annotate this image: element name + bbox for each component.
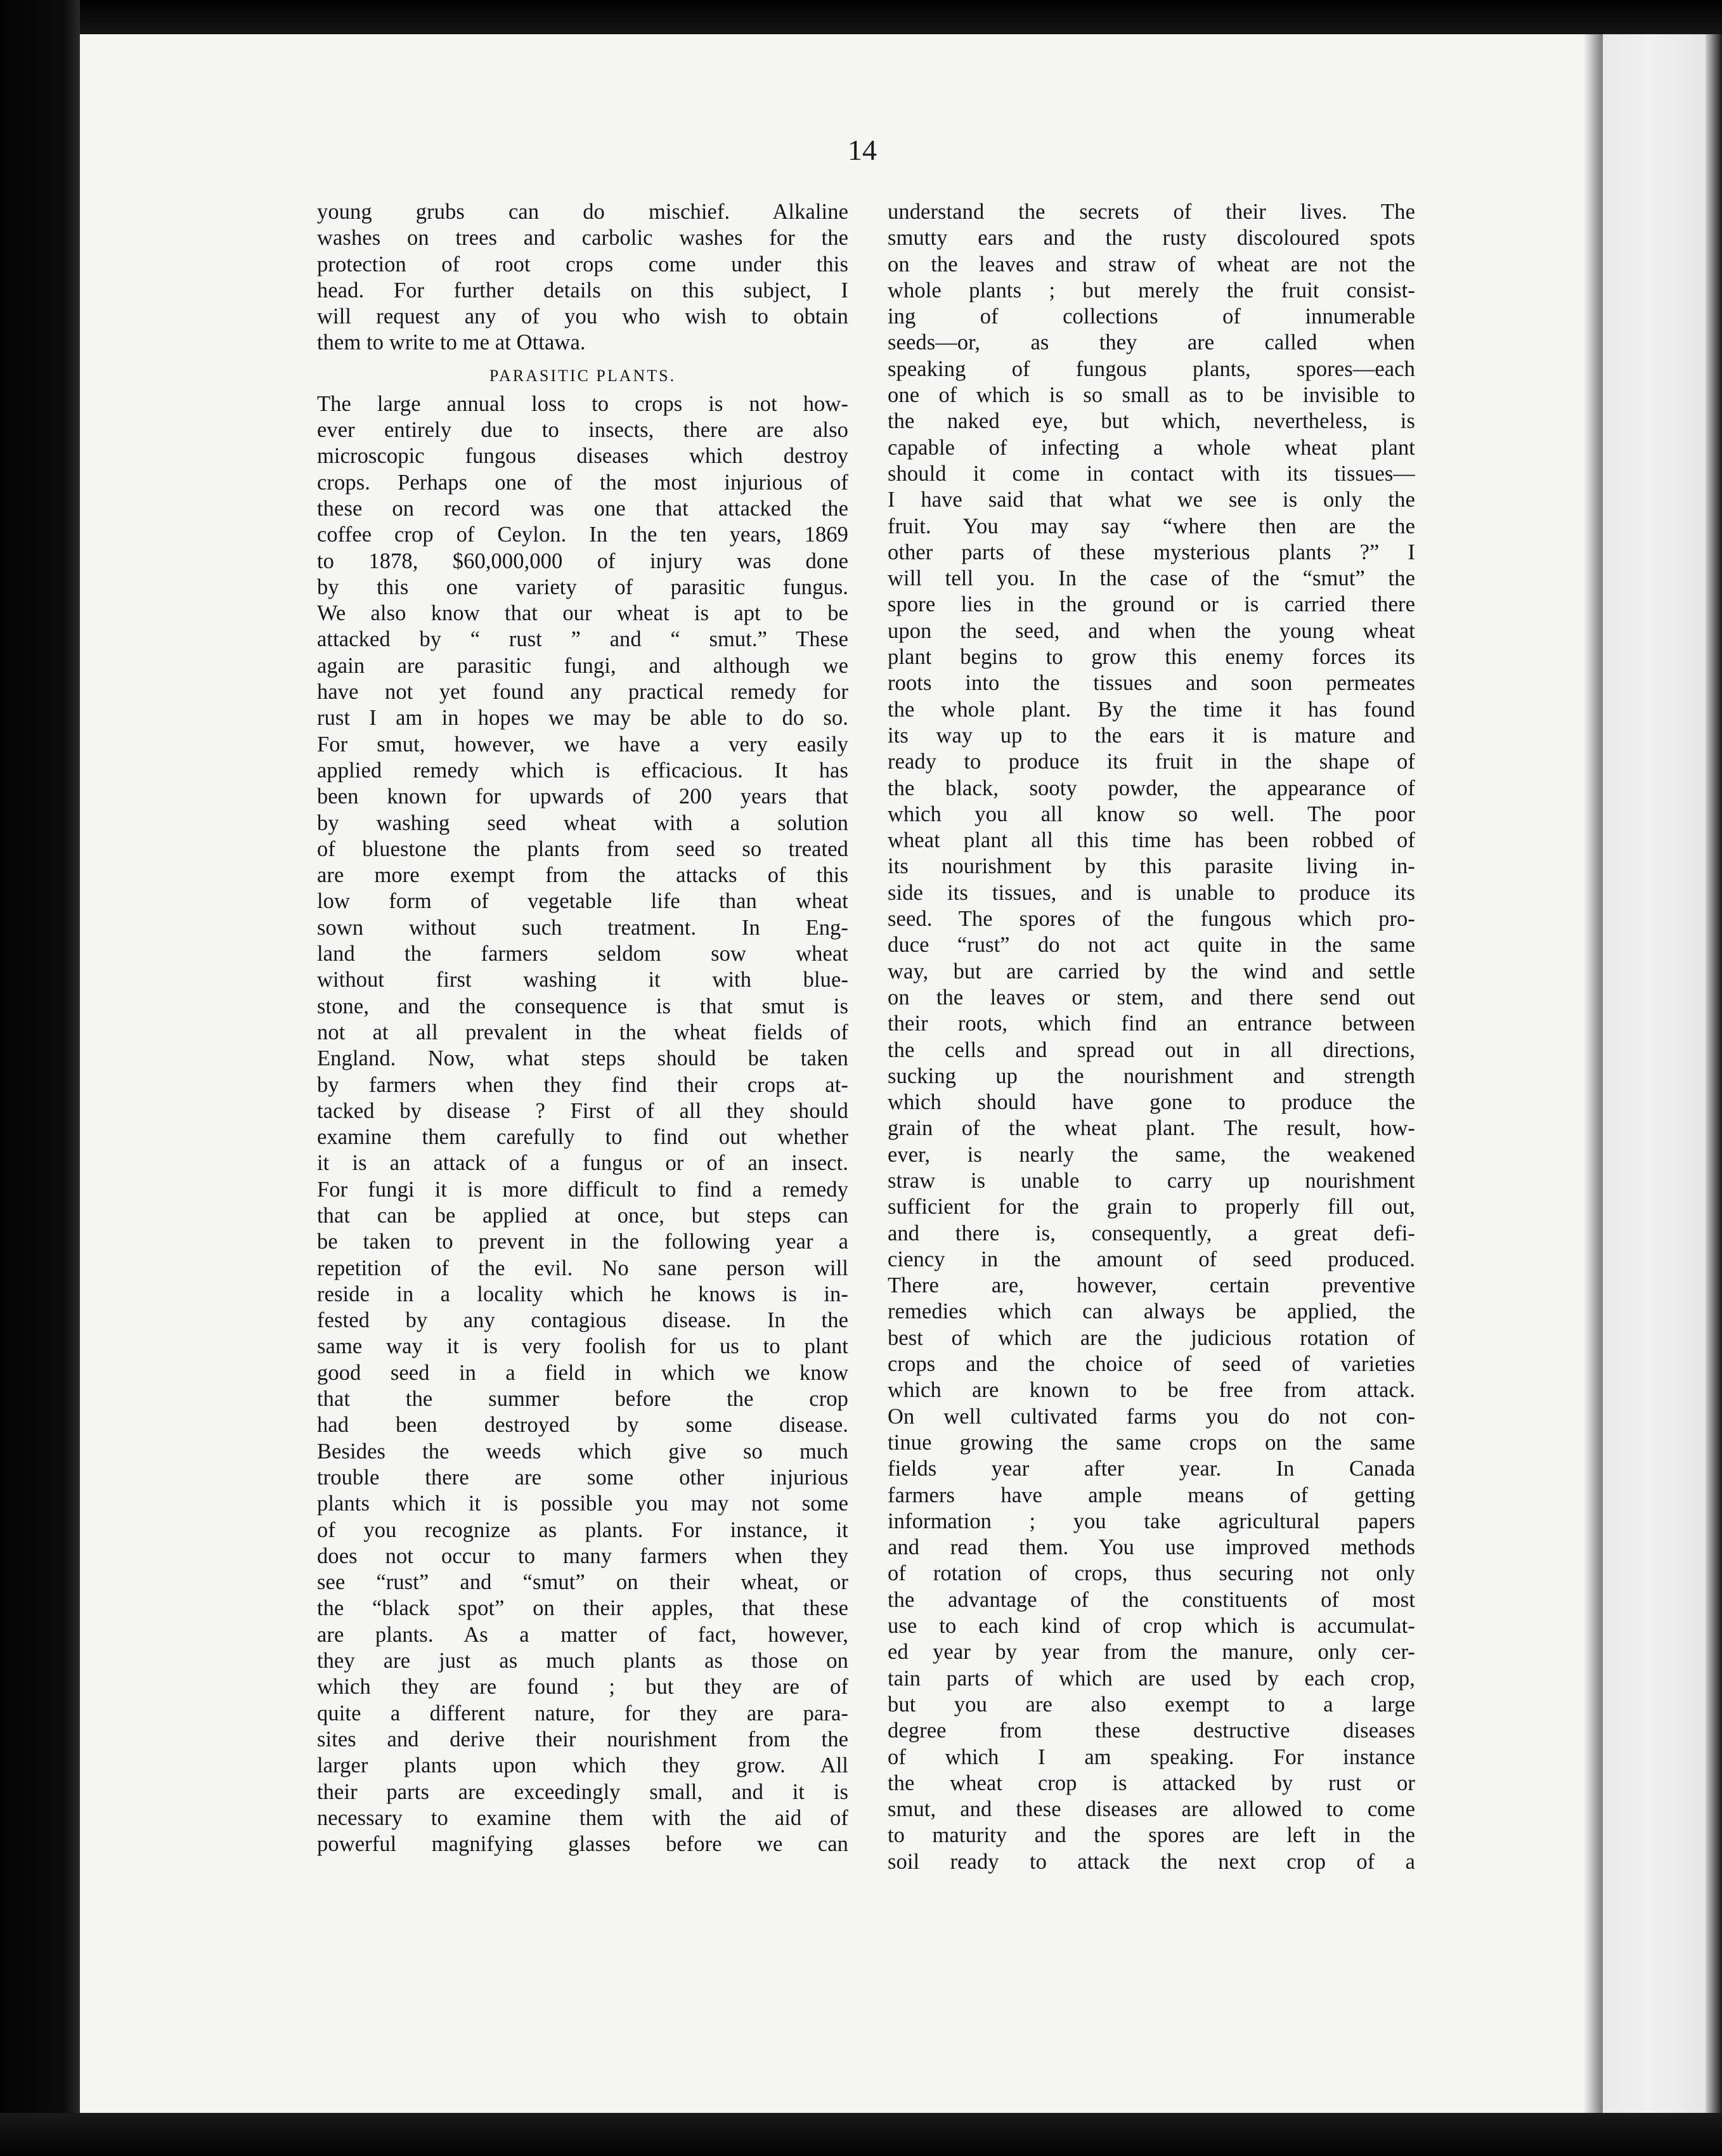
right-column [888,199,1415,1875]
text-line: the cells and spread out in all directions, [888,1037,1415,1062]
text-line: ready to produce its fruit in the shape of [888,750,1415,774]
text-line: the advantage of the constituents of most [888,1587,1415,1612]
text-line: England. Now, what steps should be taken [317,1046,848,1071]
text-line: ciency in the amount of seed produced. [888,1247,1415,1271]
text-line: sucking up the nourishment and strength [888,1063,1415,1088]
text-line: ever entirely due to insects, there are also [317,418,848,443]
text-line: On well cultivated farms you do not con- [888,1404,1415,1429]
page-number: 14 [848,134,877,166]
facing-page-border [1706,34,1722,2113]
text-line: farmers have ample means of getting [888,1483,1415,1507]
text-line: which are known to be free from attack. [888,1378,1415,1403]
text-line: washes on trees and carbolic washes for the [317,226,848,250]
text-line: For fungi it is more difficult to find a remedy [317,1177,848,1202]
text-line: they are just as much plants as those on [317,1649,848,1673]
text-line: and read them. You use improved methods [888,1535,1415,1560]
text-line: wheat plant all this time has been robbed of [888,828,1415,853]
text-line: of bluestone the plants from seed so treated [317,836,848,861]
text-line: the wheat crop is attacked by rust or [888,1770,1415,1795]
text-line: without first washing it with blue- [317,968,848,992]
text-line: understand the secrets of their lives. The [888,200,1415,224]
text-line: which you all know so well. The poor [888,802,1415,826]
text-line: to 1878, $60,000,000 of injury was done [317,549,848,573]
text-line: other parts of these mysterious plants ?” I [888,540,1415,564]
text-line: tacked by disease ? First of all they should [317,1098,848,1123]
text-line: We also know that our wheat is apt to be [317,601,848,626]
text-line: by washing seed wheat with a solution [317,810,848,835]
text-line: repetition of the evil. No sane person will [317,1256,848,1280]
text-line: applied remedy which is efficacious. It has [317,758,848,783]
text-line: the whole plant. By the time it has found [888,697,1415,722]
paragraph-intro [317,199,848,356]
text-line: low form of vegetable life than wheat [317,889,848,914]
text-line: the “black spot” on their apples, that these [317,1596,848,1621]
text-line: larger plants upon which they grow. All [317,1753,848,1778]
text-line: young grubs can do mischief. Alkaline [317,200,848,224]
section-heading: PARASITIC PLANTS. [489,366,676,385]
text-line: see “rust” and “smut” on their wheat, or [317,1570,848,1595]
facing-page-edge [1603,34,1722,2113]
text-line: which should have gone to produce the [888,1090,1415,1115]
text-line: that can be applied at once, but steps can [317,1203,848,1228]
text-line: the naked eye, but which, nevertheless, is [888,409,1415,434]
text-line: fruit. You may say “where then are the [888,514,1415,538]
text-line: crops and the choice of seed of varieties [888,1352,1415,1377]
text-line: will request any of you who wish to obtain [317,304,848,329]
text-line: its way up to the ears it is mature and [888,723,1415,748]
text-line: one of which is so small as to be invisible to [888,383,1415,408]
text-line: them to write to me at Ottawa. [317,330,586,355]
text-line: the black, sooty powder, the appearance of [888,776,1415,800]
text-line: of which I am speaking. For instance [888,1744,1415,1769]
text-line: had been destroyed by some disease. [317,1413,848,1438]
text-line: grain of the wheat plant. The result, how- [888,1116,1415,1141]
text-line: not at all prevalent in the wheat fields of [317,1020,848,1044]
scan-border-left [0,0,80,2156]
text-line: attacked by “ rust ” and “ smut.” These [317,627,848,652]
text-line: smut, and these diseases are allowed to come [888,1797,1415,1822]
text-line: their roots, which find an entrance between [888,1011,1415,1036]
text-line: protection of root crops come under this [317,252,848,276]
text-line: side its tissues, and is unable to produce its [888,880,1415,905]
scan-border-bottom [0,2113,1722,2156]
text-line: straw is unable to carry up nourishment [888,1168,1415,1193]
text-line: sown without such treatment. In Eng- [317,915,848,940]
text-line: whole plants ; but merely the fruit consist- [888,278,1415,302]
text-line: coffee crop of Ceylon. In the ten years, 1869 [317,523,848,547]
text-line: these on record was one that attacked the [317,496,848,521]
text-line: its nourishment by this parasite living in- [888,854,1415,879]
text-line: have not yet found any practical remedy for [317,680,848,705]
text-line: seeds—or, as they are called when [888,330,1415,355]
text-line: good seed in a field in which we know [317,1360,848,1385]
text-line: speaking of fungous plants, spores—each [888,356,1415,381]
text-line: soil ready to attack the next crop of a [888,1849,1415,1874]
text-line: head. For further details on this subject, I [317,278,848,302]
text-line: again are parasitic fungi, and although we [317,653,848,678]
text-line: powerful magnifying glasses before we can [317,1832,848,1857]
text-line: it is an attack of a fungus or of an insect. [317,1151,848,1176]
text-line: Besides the weeds which give so much [317,1439,848,1464]
text-line: should it come in contact with its tissues— [888,461,1415,486]
text-line: are plants. As a matter of fact, however, [317,1622,848,1647]
text-line: on the leaves or stem, and there send out [888,985,1415,1010]
text-line: are more exempt from the attacks of this [317,863,848,888]
text-line: remedies which can always be applied, the [888,1299,1415,1324]
text-line: There are, however, certain preventive [888,1273,1415,1298]
text-line: capable of infecting a whole wheat plant [888,435,1415,460]
text-line: smutty ears and the rusty discoloured spots [888,226,1415,250]
text-line: spore lies in the ground or is carried there [888,592,1415,617]
text-line: sites and derive their nourishment from the [317,1727,848,1751]
text-line: will tell you. In the case of the “smut” the [888,566,1415,591]
text-line: seed. The spores of the fungous which pro- [888,907,1415,932]
text-line: which they are found ; but they are of [317,1675,848,1699]
text-line: roots into the tissues and soon permeates [888,671,1415,696]
text-line: their parts are exceedingly small, and it is [317,1779,848,1804]
text-line: by this one variety of parasitic fungus. [317,575,848,599]
text-line: to maturity and the spores are left in the [888,1823,1415,1848]
text-line: plant begins to grow this enemy forces its [888,645,1415,670]
text-line: I have said that what we see is only the [888,488,1415,512]
text-line: reside in a locality which he knows is in- [317,1282,848,1306]
text-line: sufficient for the grain to properly fill out, [888,1195,1415,1219]
text-line: plants which it is possible you may not some [317,1491,848,1516]
text-line: by farmers when they find their crops at- [317,1072,848,1097]
text-line: crops. Perhaps one of the most injurious of [317,470,848,495]
text-line: upon the seed, and when the young wheat [888,618,1415,643]
left-column [317,199,848,1857]
text-line: examine them carefully to find out whether [317,1125,848,1150]
paragraph-continued [888,199,1415,1875]
text-line: microscopic fungous diseases which destroy [317,444,848,469]
text-line: stone, and the consequence is that smut is [317,994,848,1018]
text-line: The large annual loss to crops is not how- [317,391,848,416]
text-line: degree from these destructive diseases [888,1718,1415,1743]
text-line: necessary to examine them with the aid of [317,1805,848,1830]
text-line: information ; you take agricultural papers [888,1509,1415,1533]
text-line: ed year by year from the manure, only cer- [888,1640,1415,1665]
text-line: best of which are the judicious rotation of [888,1325,1415,1350]
text-line: duce “rust” do not act quite in the same [888,933,1415,958]
text-line: tinue growing the same crops on the same [888,1430,1415,1455]
text-line: fields year after year. In Canada [888,1457,1415,1481]
text-line: and there is, consequently, a great defi- [888,1221,1415,1245]
text-line: use to each kind of crop which is accumulat- [888,1614,1415,1639]
text-line: tain parts of which are used by each crop, [888,1666,1415,1691]
text-line: on the leaves and straw of wheat are not the [888,252,1415,276]
text-line: does not occur to many farmers when they [317,1543,848,1568]
text-line: that the summer before the crop [317,1387,848,1412]
text-line: of rotation of crops, thus securing not only [888,1561,1415,1586]
text-line: fested by any contagious disease. In the [317,1308,848,1333]
text-line: quite a different nature, for they are para- [317,1701,848,1725]
text-line: same way it is very foolish for us to plant [317,1334,848,1359]
text-line: trouble there are some other injurious [317,1465,848,1490]
text-line: of you recognize as plants. For instance, it [317,1517,848,1542]
text-line: rust I am in hopes we may be able to do so. [317,706,848,731]
text-line: For smut, however, we have a very easily [317,732,848,757]
text-line: ever, is nearly the same, the weakened [888,1142,1415,1167]
text-line: but you are also exempt to a large [888,1692,1415,1717]
paragraph-parasitic-plants [317,391,848,1858]
text-line: been known for upwards of 200 years that [317,784,848,809]
gutter-shadow [1584,34,1603,2113]
text-line: way, but are carried by the wind and settle [888,959,1415,984]
text-line: land the farmers seldom sow wheat [317,942,848,966]
text-line: be taken to prevent in the following year a [317,1230,848,1254]
scan-border-top [0,0,1722,34]
text-line: ing of collections of innumerable [888,304,1415,329]
